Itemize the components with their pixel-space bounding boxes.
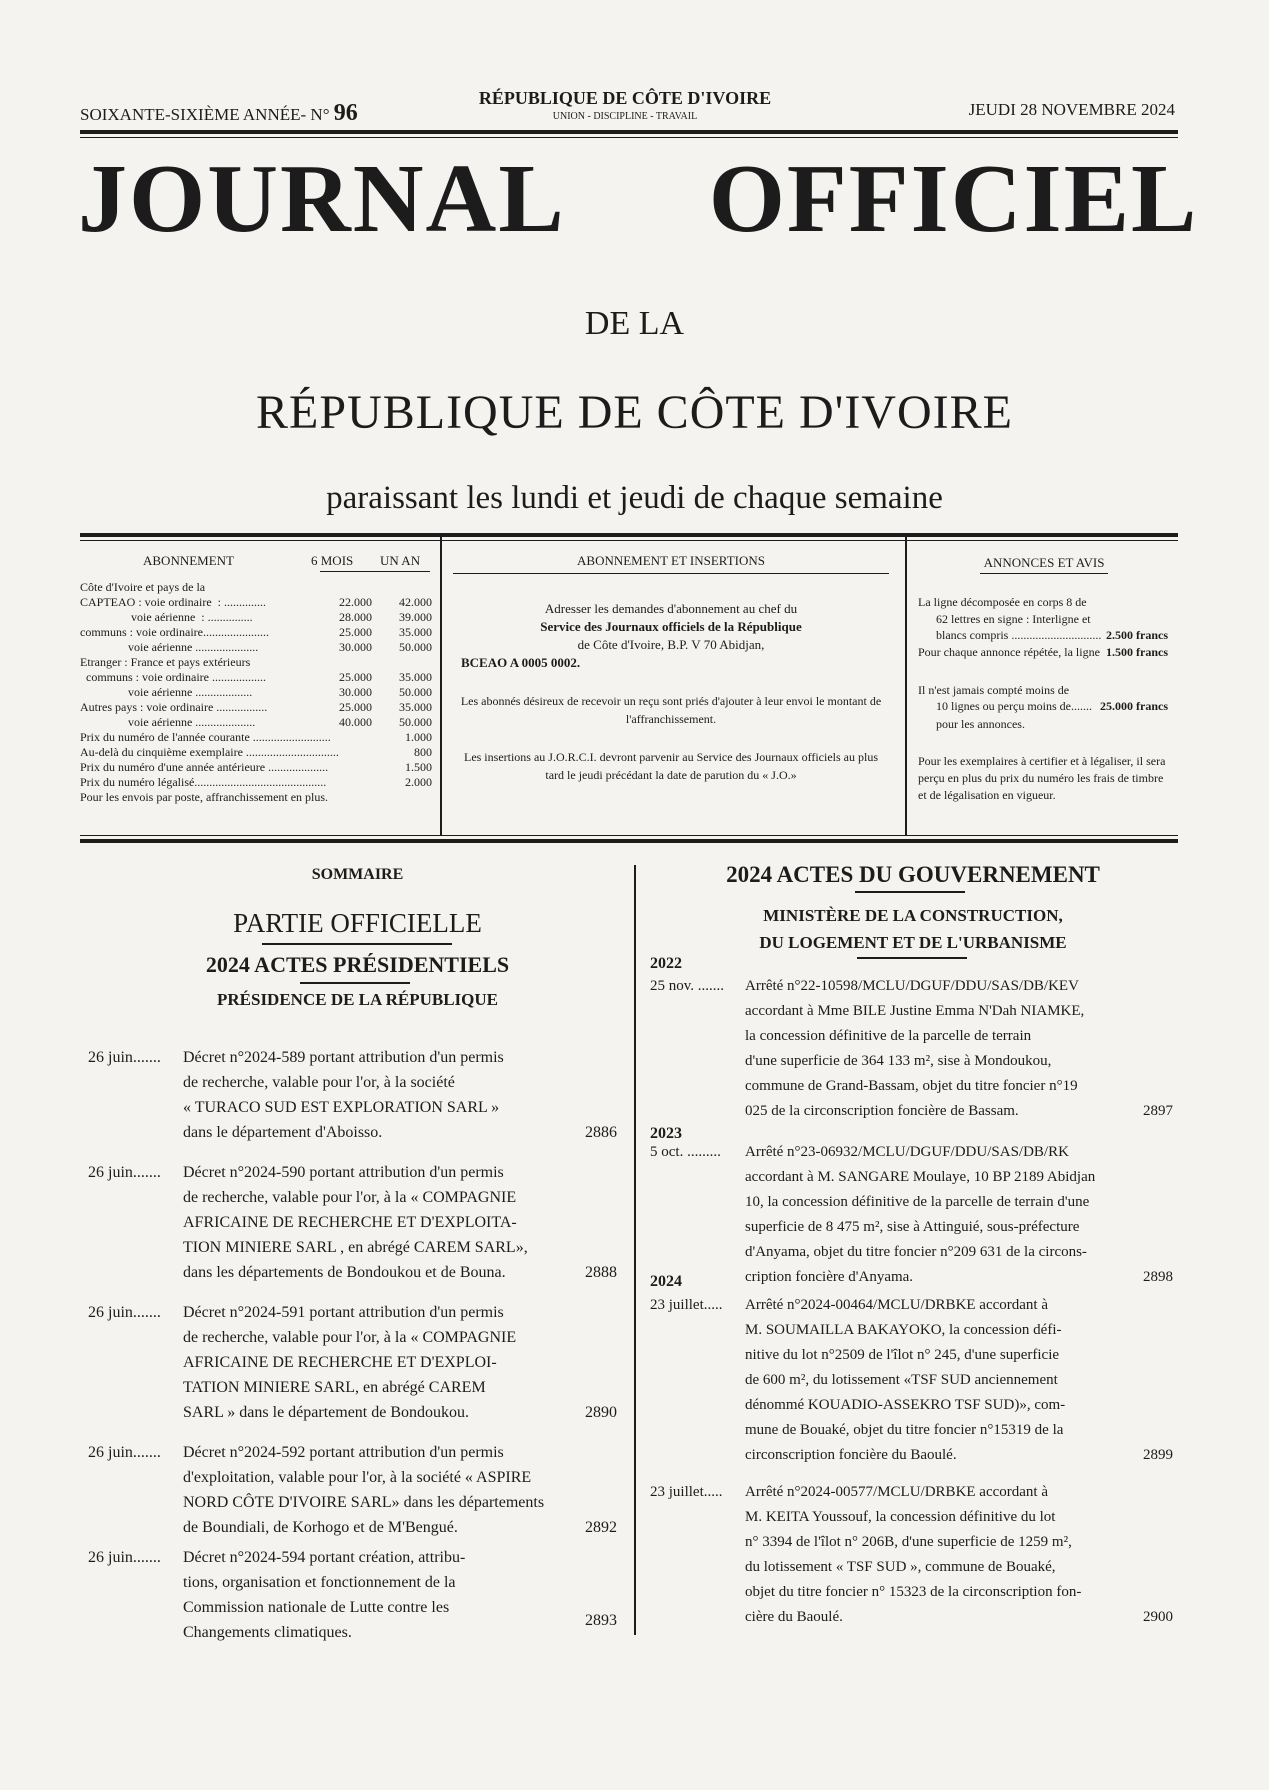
entry-line: n° 3394 de l'îlot n° 206B, d'une superficie de 1259 m², xyxy=(745,1534,1072,1550)
rate-un-an: 35.000 xyxy=(399,625,432,639)
actes-underline xyxy=(300,982,410,984)
annonces-line-7: pour les annonces. xyxy=(936,717,1025,731)
annonces-line-6: 10 lignes ou perçu moins de....... xyxy=(936,699,1092,713)
publication-frequency: paraissant les lundi et jeudi de chaque semaine xyxy=(326,480,943,516)
insertions-underline xyxy=(453,573,889,574)
price-minimum: 25.000 francs xyxy=(1100,699,1168,713)
header-bar xyxy=(80,88,1175,128)
entry-line: 025 de la circonscription foncière de Bassam. xyxy=(745,1103,1019,1119)
masthead-word-officiel: OFFICIEL xyxy=(708,145,1199,253)
actes-presidentiels: 2024 ACTES PRÉSIDENTIELS xyxy=(205,952,510,977)
entry-line: cière du Baoulé. xyxy=(745,1609,843,1625)
entry-text xyxy=(183,1440,568,1540)
rate-label: Au-delà du cinquième exemplaire ............................... xyxy=(80,745,339,759)
insertions-p1-line4: BCEAO A 0005 0002. xyxy=(461,655,581,670)
rate-un-an: 50.000 xyxy=(399,640,432,654)
annonces-line-4: Pour chaque annonce répétée, la ligne xyxy=(918,645,1100,659)
partie-officielle: PARTIE OFFICIELLE xyxy=(233,908,482,938)
rate-row xyxy=(80,790,435,805)
entry-page: 2899 xyxy=(1143,1447,1173,1463)
entry-page: 2888 xyxy=(585,1264,617,1281)
rate-row xyxy=(80,595,435,610)
subscription-box xyxy=(80,533,1178,835)
rate-label: Prix du numéro légalisé............................................ xyxy=(80,775,327,789)
rate-un-an: 50.000 xyxy=(399,685,432,699)
entry-line: dénommé KOUADIO-ASSEKRO TSF SUD)», com- xyxy=(745,1397,1066,1413)
entry-line: TION MINIERE SARL , en abrégé CAREM SARL», xyxy=(183,1239,528,1256)
issue-info xyxy=(80,100,358,127)
insertions-heading: ABONNEMENT ET INSERTIONS xyxy=(577,553,765,568)
annonces-line-3: blancs compris .............................. xyxy=(936,628,1102,642)
insertions-column xyxy=(445,533,897,835)
issue-number: 96 xyxy=(333,100,358,126)
actes-gouvernement: 2024 ACTES DU GOUVERNEMENT xyxy=(726,862,1100,887)
box-divider-2 xyxy=(905,533,907,835)
rate-un-an: 2.000 xyxy=(405,775,432,789)
masthead-de-la: DE LA xyxy=(584,305,685,342)
country-motto: UNION - DISCIPLINE - TRAVAIL xyxy=(552,111,698,122)
rate-un-an: 1.500 xyxy=(405,760,432,774)
entry-line: SARL » dans le département de Bondoukou. xyxy=(183,1404,470,1421)
entry-line: d'exploitation, valable pour l'or, à la société « ASPIRE xyxy=(183,1469,532,1486)
entry-line: objet du titre foncier n° 15323 de la circonscription fon- xyxy=(745,1584,1082,1600)
partie-underline xyxy=(262,943,452,945)
entry-line: de recherche, valable pour l'or, à la « COMPAGNIE xyxy=(183,1189,517,1206)
entry-line: cription foncière d'Anyama. xyxy=(745,1269,914,1285)
rate-row xyxy=(80,640,435,655)
entry-line: de recherche, valable pour l'or, à la société xyxy=(183,1074,455,1091)
abonnement-intro: Côte d'Ivoire et pays de la xyxy=(80,580,206,594)
entry-date: 26 juin....... xyxy=(88,1304,161,1321)
rate-row xyxy=(80,760,435,775)
entry-line: Arrêté n°2024-00464/MCLU/DRBKE accordant à xyxy=(745,1297,1049,1313)
annonces-column xyxy=(910,533,1178,835)
ministere-line-2: DU LOGEMENT ET DE L'URBANISME xyxy=(759,933,1067,952)
rate-6mois: 25.000 xyxy=(339,700,372,714)
rate-un-an: 42.000 xyxy=(399,595,432,609)
rate-label: communs : voie ordinaire .................. xyxy=(80,670,266,684)
abonnement-intro-row xyxy=(80,580,435,595)
rate-6mois: 30.000 xyxy=(339,685,372,699)
entry-line: M. SOUMAILLA BAKAYOKO, la concession défi- xyxy=(745,1322,1062,1338)
entry-line: Arrêté n°2024-00577/MCLU/DRBKE accordant à xyxy=(745,1484,1049,1500)
rate-6mois: 28.000 xyxy=(339,610,372,624)
entry-date: 26 juin....... xyxy=(88,1549,161,1566)
rate-row xyxy=(80,715,435,730)
entry-line: TATION MINIERE SARL, en abrégé CAREM xyxy=(183,1379,486,1396)
entry-line: Décret n°2024-594 portant création, attribu- xyxy=(183,1549,466,1566)
entry-line: Arrêté n°22-10598/MCLU/DGUF/DDU/SAS/DB/KEV xyxy=(745,978,1079,994)
entry-date: 26 juin....... xyxy=(88,1049,161,1066)
entry-text xyxy=(745,1293,1125,1468)
entry-text xyxy=(183,1545,568,1645)
entry-text xyxy=(745,1140,1125,1290)
entry-line: M. KEITA Youssouf, la concession définitive du lot xyxy=(745,1509,1056,1525)
rate-6mois: 40.000 xyxy=(339,715,372,729)
insertions-para-1 xyxy=(455,600,887,672)
annonces-rates xyxy=(910,594,1178,804)
rate-label: Pour les envois par poste, affranchissement en plus. xyxy=(80,790,329,804)
entry-page: 2900 xyxy=(1143,1609,1173,1625)
entry-line: Décret n°2024-590 portant attribution d'un permis xyxy=(183,1164,504,1181)
rate-label: voie aérienne .................... xyxy=(80,715,256,729)
price-repetee: 1.500 francs xyxy=(1106,645,1168,659)
entry-line: Arrêté n°23-06932/MCLU/DGUF/DDU/SAS/DB/RK xyxy=(745,1144,1069,1160)
entry-line: d'une superficie de 364 133 m², sise à Mondoukou, xyxy=(745,1053,1052,1069)
masthead-word-journal: JOURNAL xyxy=(78,145,566,253)
entry-line: Décret n°2024-589 portant attribution d'un permis xyxy=(183,1049,504,1066)
box-divider-1 xyxy=(440,533,442,835)
price-ligne: 2.500 francs xyxy=(1106,628,1168,642)
rate-label: CAPTEAO : voie ordinaire : .............. xyxy=(80,595,266,609)
entry-line: du lotissement « TSF SUD », commune de Bouaké, xyxy=(745,1559,1056,1575)
rate-label: voie aérienne : ............... xyxy=(80,610,253,624)
issue-date: JEUDI 28 NOVEMBRE 2024 xyxy=(968,100,1175,119)
entry-year: 2022 xyxy=(650,955,682,972)
entry-line: tions, organisation et fonctionnement de la xyxy=(183,1574,456,1591)
country-block xyxy=(475,88,775,122)
rate-label: communs : voie ordinaire...................... xyxy=(80,625,269,639)
entry-year: 2023 xyxy=(650,1125,682,1142)
rate-row xyxy=(80,745,435,760)
entry-page: 2893 xyxy=(585,1612,617,1629)
insertions-para-2: Les abonnés désireux de recevoir un reçu sont priés d'ajouter à leur envoi le montant de l'affranchissement. xyxy=(460,694,882,726)
header-rule-thick xyxy=(80,130,1178,134)
rate-6mois: 25.000 xyxy=(339,670,372,684)
gouv-underline xyxy=(855,891,965,893)
entry-line: Commission nationale de Lutte contre les xyxy=(183,1599,450,1616)
column-divider xyxy=(634,865,636,1635)
entry-line: accordant à M. SANGARE Moulaye, 10 BP 2189 Abidjan xyxy=(745,1169,1096,1185)
abonnement-column xyxy=(80,533,435,835)
entry-text xyxy=(745,1480,1125,1630)
country-name: RÉPUBLIQUE DE CÔTE D'IVOIRE xyxy=(478,88,772,108)
entry-page: 2890 xyxy=(585,1404,617,1421)
entry-line: « TURACO SUD EST EXPLORATION SARL » xyxy=(183,1099,500,1116)
annonces-line-2: 62 lettres en signe : Interligne et xyxy=(936,612,1091,626)
annonces-heading: ANNONCES ET AVIS xyxy=(983,555,1105,570)
entry-date: 23 juillet..... xyxy=(650,1484,723,1500)
rate-row xyxy=(80,730,435,745)
col-un-an: UN AN xyxy=(380,553,421,568)
rate-6mois: 22.000 xyxy=(339,595,372,609)
ministere-line-1: MINISTÈRE DE LA CONSTRUCTION, xyxy=(763,906,1063,925)
abonnement-header xyxy=(80,553,435,571)
entry-date: 23 juillet..... xyxy=(650,1297,723,1313)
entry-line: dans le département d'Aboisso. xyxy=(183,1124,383,1141)
entry-line: Décret n°2024-592 portant attribution d'un permis xyxy=(183,1444,504,1461)
annonces-line-1: La ligne décomposée en corps 8 de xyxy=(918,595,1087,609)
ministere-underline xyxy=(857,957,967,959)
sommaire-title: SOMMAIRE xyxy=(311,866,404,883)
entry-line: 10, la concession définitive de la parcelle de terrain d'une xyxy=(745,1194,1090,1210)
annonces-underline xyxy=(980,573,1108,574)
entry-line: circonscription foncière du Baoulé. xyxy=(745,1447,957,1463)
masthead-title xyxy=(78,145,1199,253)
rate-row xyxy=(80,700,435,715)
rate-label: Autres pays : voie ordinaire ................. xyxy=(80,700,268,714)
entry-page: 2886 xyxy=(585,1124,617,1141)
entry-line: commune de Grand-Bassam, objet du titre foncier n°19 xyxy=(745,1078,1078,1094)
entry-line: Décret n°2024-591 portant attribution d'un permis xyxy=(183,1304,504,1321)
entry-page: 2898 xyxy=(1143,1269,1173,1285)
box-rule-bottom-thin xyxy=(80,835,1178,836)
insertions-para-3: Les insertions au J.O.R.C.I. devront parvenir au Service des Journaux officiels au plus tard le jeudi précédant la date de parution du « J.O.» xyxy=(463,750,879,782)
rate-un-an: 35.000 xyxy=(399,670,432,684)
rate-label: Prix du numéro d'une année antérieure .................... xyxy=(80,760,329,774)
entry-line: NORD CÔTE D'IVOIRE SARL» dans les départements xyxy=(183,1494,545,1511)
entry-line: AFRICAINE DE RECHERCHE ET D'EXPLOI- xyxy=(183,1354,497,1371)
rate-un-an: 50.000 xyxy=(399,715,432,729)
entry-text xyxy=(183,1300,568,1425)
header-rule-thin xyxy=(80,137,1178,138)
col-6mois: 6 MOIS xyxy=(311,553,354,568)
annonces-price-row-2 xyxy=(918,645,1178,662)
entry-line: dans les départements de Bondoukou et de Bouna. xyxy=(183,1264,506,1281)
annonces-line-5: Il n'est jamais compté moins de xyxy=(918,683,1070,697)
rate-row xyxy=(80,625,435,640)
rate-label: Prix du numéro de l'année courante .......................... xyxy=(80,730,331,744)
rate-6mois: 25.000 xyxy=(339,625,372,639)
rate-row xyxy=(80,670,435,685)
annonces-legalisation: Pour les exemplaires à certifier et à légaliser, il sera perçu en plus du prix du numéro les frais de timbre et de légalisation en vigueur. xyxy=(918,754,1166,802)
presidence-heading: PRÉSIDENCE DE LA RÉPUBLIQUE xyxy=(216,990,499,1009)
entry-date: 26 juin....... xyxy=(88,1444,161,1461)
entry-line: d'Anyama, objet du titre foncier n°209 631 de la circons- xyxy=(745,1244,1087,1260)
rate-rows xyxy=(80,595,435,805)
box-rule-bottom-thick xyxy=(80,839,1178,843)
rate-un-an: 1.000 xyxy=(405,730,432,744)
entry-line: de Boundiali, de Korhogo et de M'Bengué. xyxy=(183,1519,458,1536)
abonnement-heading: ABONNEMENT xyxy=(143,553,234,568)
rate-un-an: 39.000 xyxy=(399,610,432,624)
entry-page: 2892 xyxy=(585,1519,617,1536)
entry-text xyxy=(183,1045,568,1145)
entry-line: de 600 m², du lotissement «TSF SUD anciennement xyxy=(745,1372,1058,1388)
entry-line: la concession définitive de la parcelle de terrain xyxy=(745,1028,1032,1044)
col-head-underline xyxy=(320,571,430,572)
issue-prefix: SOIXANTE-SIXIÈME ANNÉE- N° xyxy=(80,105,330,124)
entry-date: 25 nov. ....... xyxy=(650,978,725,994)
rate-un-an: 35.000 xyxy=(399,700,432,714)
entry-year: 2024 xyxy=(650,1273,682,1290)
rate-row xyxy=(80,610,435,625)
entry-line: de recherche, valable pour l'or, à la « COMPAGNIE xyxy=(183,1329,517,1346)
rate-label: Etranger : France et pays extérieurs xyxy=(80,655,251,669)
entry-line: superficie de 8 475 m², sise à Attinguié, sous-préfecture xyxy=(745,1219,1080,1235)
annonces-price-row-1 xyxy=(918,628,1178,645)
masthead-republique: RÉPUBLIQUE DE CÔTE D'IVOIRE xyxy=(256,386,1013,439)
rate-row xyxy=(80,685,435,700)
entry-line: accordant à Mme BILE Justine Emma N'Dah NIAMKE, xyxy=(745,1003,1085,1019)
entry-line: AFRICAINE DE RECHERCHE ET D'EXPLOITA- xyxy=(183,1214,517,1231)
entry-line: nitive du lot n°2509 de l'îlot n° 245, d'une superficie xyxy=(745,1347,1060,1363)
insertions-p1-line2: Service des Journaux officiels de la République xyxy=(540,619,802,634)
rate-label: voie aérienne ..................... xyxy=(80,640,259,654)
insertions-p1-line1: Adresser les demandes d'abonnement au chef du xyxy=(544,601,798,616)
entry-line: Changements climatiques. xyxy=(183,1624,352,1641)
entry-page: 2897 xyxy=(1143,1103,1173,1119)
entry-text xyxy=(745,974,1125,1124)
insertions-p1-line3: de Côte d'Ivoire, B.P. V 70 Abidjan, xyxy=(577,637,765,652)
rate-label: voie aérienne ................... xyxy=(80,685,253,699)
entry-date: 26 juin....... xyxy=(88,1164,161,1181)
annonces-price-row-3 xyxy=(918,699,1178,716)
entry-date: 5 oct. ......... xyxy=(650,1144,721,1160)
rate-row xyxy=(80,655,435,670)
rate-row xyxy=(80,775,435,790)
rate-un-an: 800 xyxy=(414,745,432,759)
entry-text xyxy=(183,1160,568,1285)
rate-6mois: 30.000 xyxy=(339,640,372,654)
entry-line: mune de Bouaké, objet du titre foncier n°15319 de la xyxy=(745,1422,1064,1438)
